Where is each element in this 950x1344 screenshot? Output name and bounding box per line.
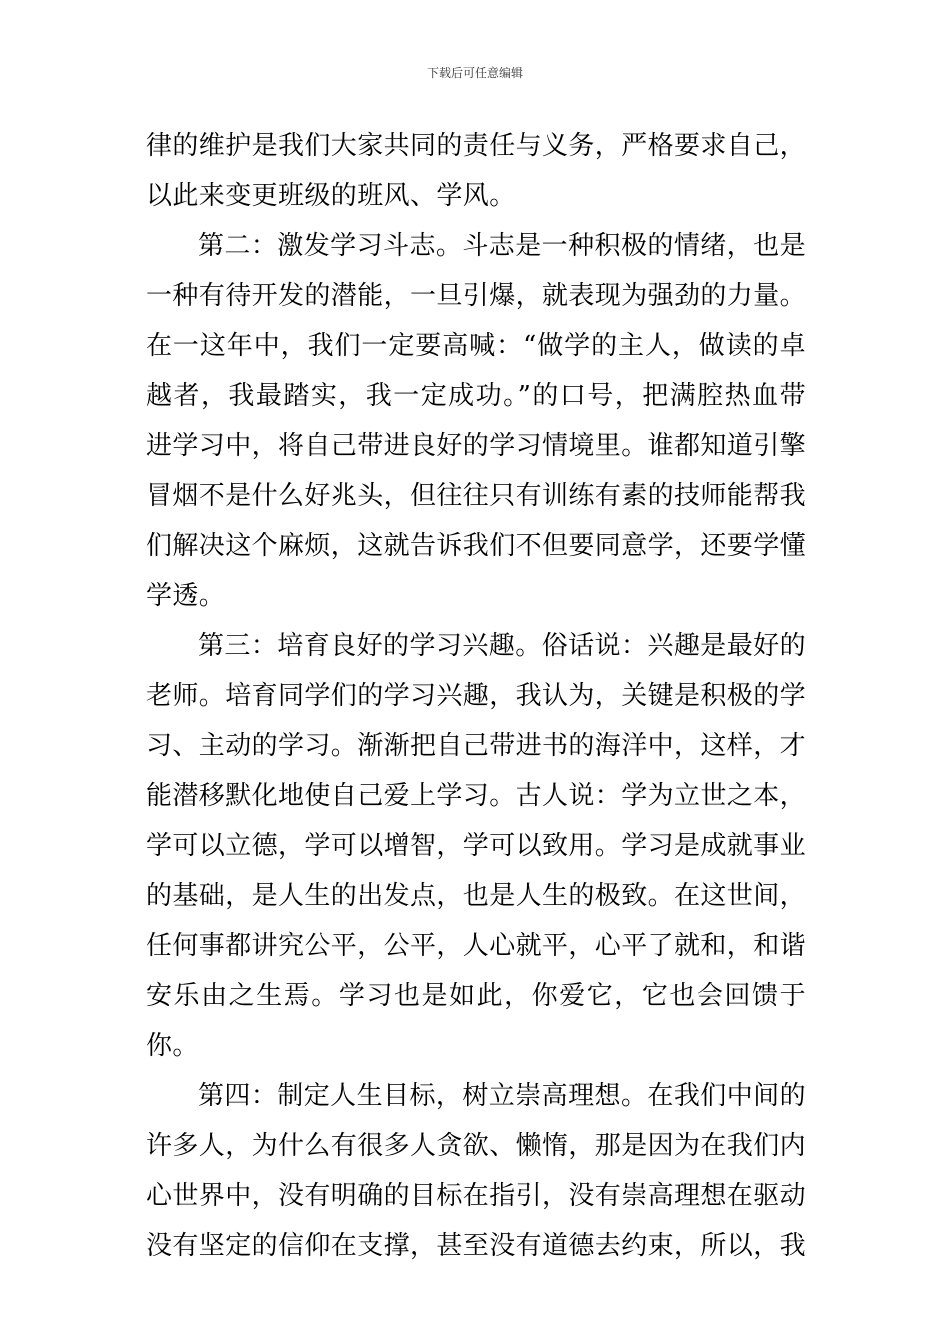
paragraph-fourth-point: 第四：制定人生目标，树立崇高理想。在我们中间的许多人，为什么有很多人贪欲、懒惰，那是因为在我们内心世界中，没有明确的目标在指引，没有崇高理想在驱动没有坚定的信仰在支撑，甚至没有道德去约束，所以，我	[146, 1081, 807, 1261]
paragraph-continuation: 律的维护是我们大家共同的责任与义务，严格要求自己，以此来变更班级的班风、学风。	[146, 131, 807, 211]
paragraph-third-point: 第三：培育良好的学习兴趣。俗话说：兴趣是最好的老师。培育同学们的学习兴趣，我认为，关键是积极的学习、主动的学习。渐渐把自己带进书的海洋中，这样，才能潜移默化地使自己爱上学习。古人说：学为立世之本，学可以立德，学可以增智，学可以致用。学习是成就事业的基础，是人生的出发点，也是人生的极致。在这世间，任何事都讲究公平，公平，人心就平，心平了就和，和谐安乐由之生焉。学习也是如此，你爱它，它也会回馈于你。	[146, 631, 807, 1061]
document-body	[146, 121, 806, 1271]
paragraph-second-point: 第二：激发学习斗志。斗志是一种积极的情绪，也是一种有待开发的潜能，一旦引爆，就表现为强劲的力量。在一这年中，我们一定要高喊：“做学的主人，做读的卓越者，我最踏实，我一定成功。”的口号，把满腔热血带进学习中，将自己带进良好的学习情境里。谁都知道引擎冒烟不是什么好兆头，但往往只有训练有素的技师能帮我们解决这个麻烦，这就告诉我们不但要同意学，还要学懂学透。	[146, 231, 807, 611]
page-header-note: 下载后可任意编辑	[426, 66, 523, 80]
